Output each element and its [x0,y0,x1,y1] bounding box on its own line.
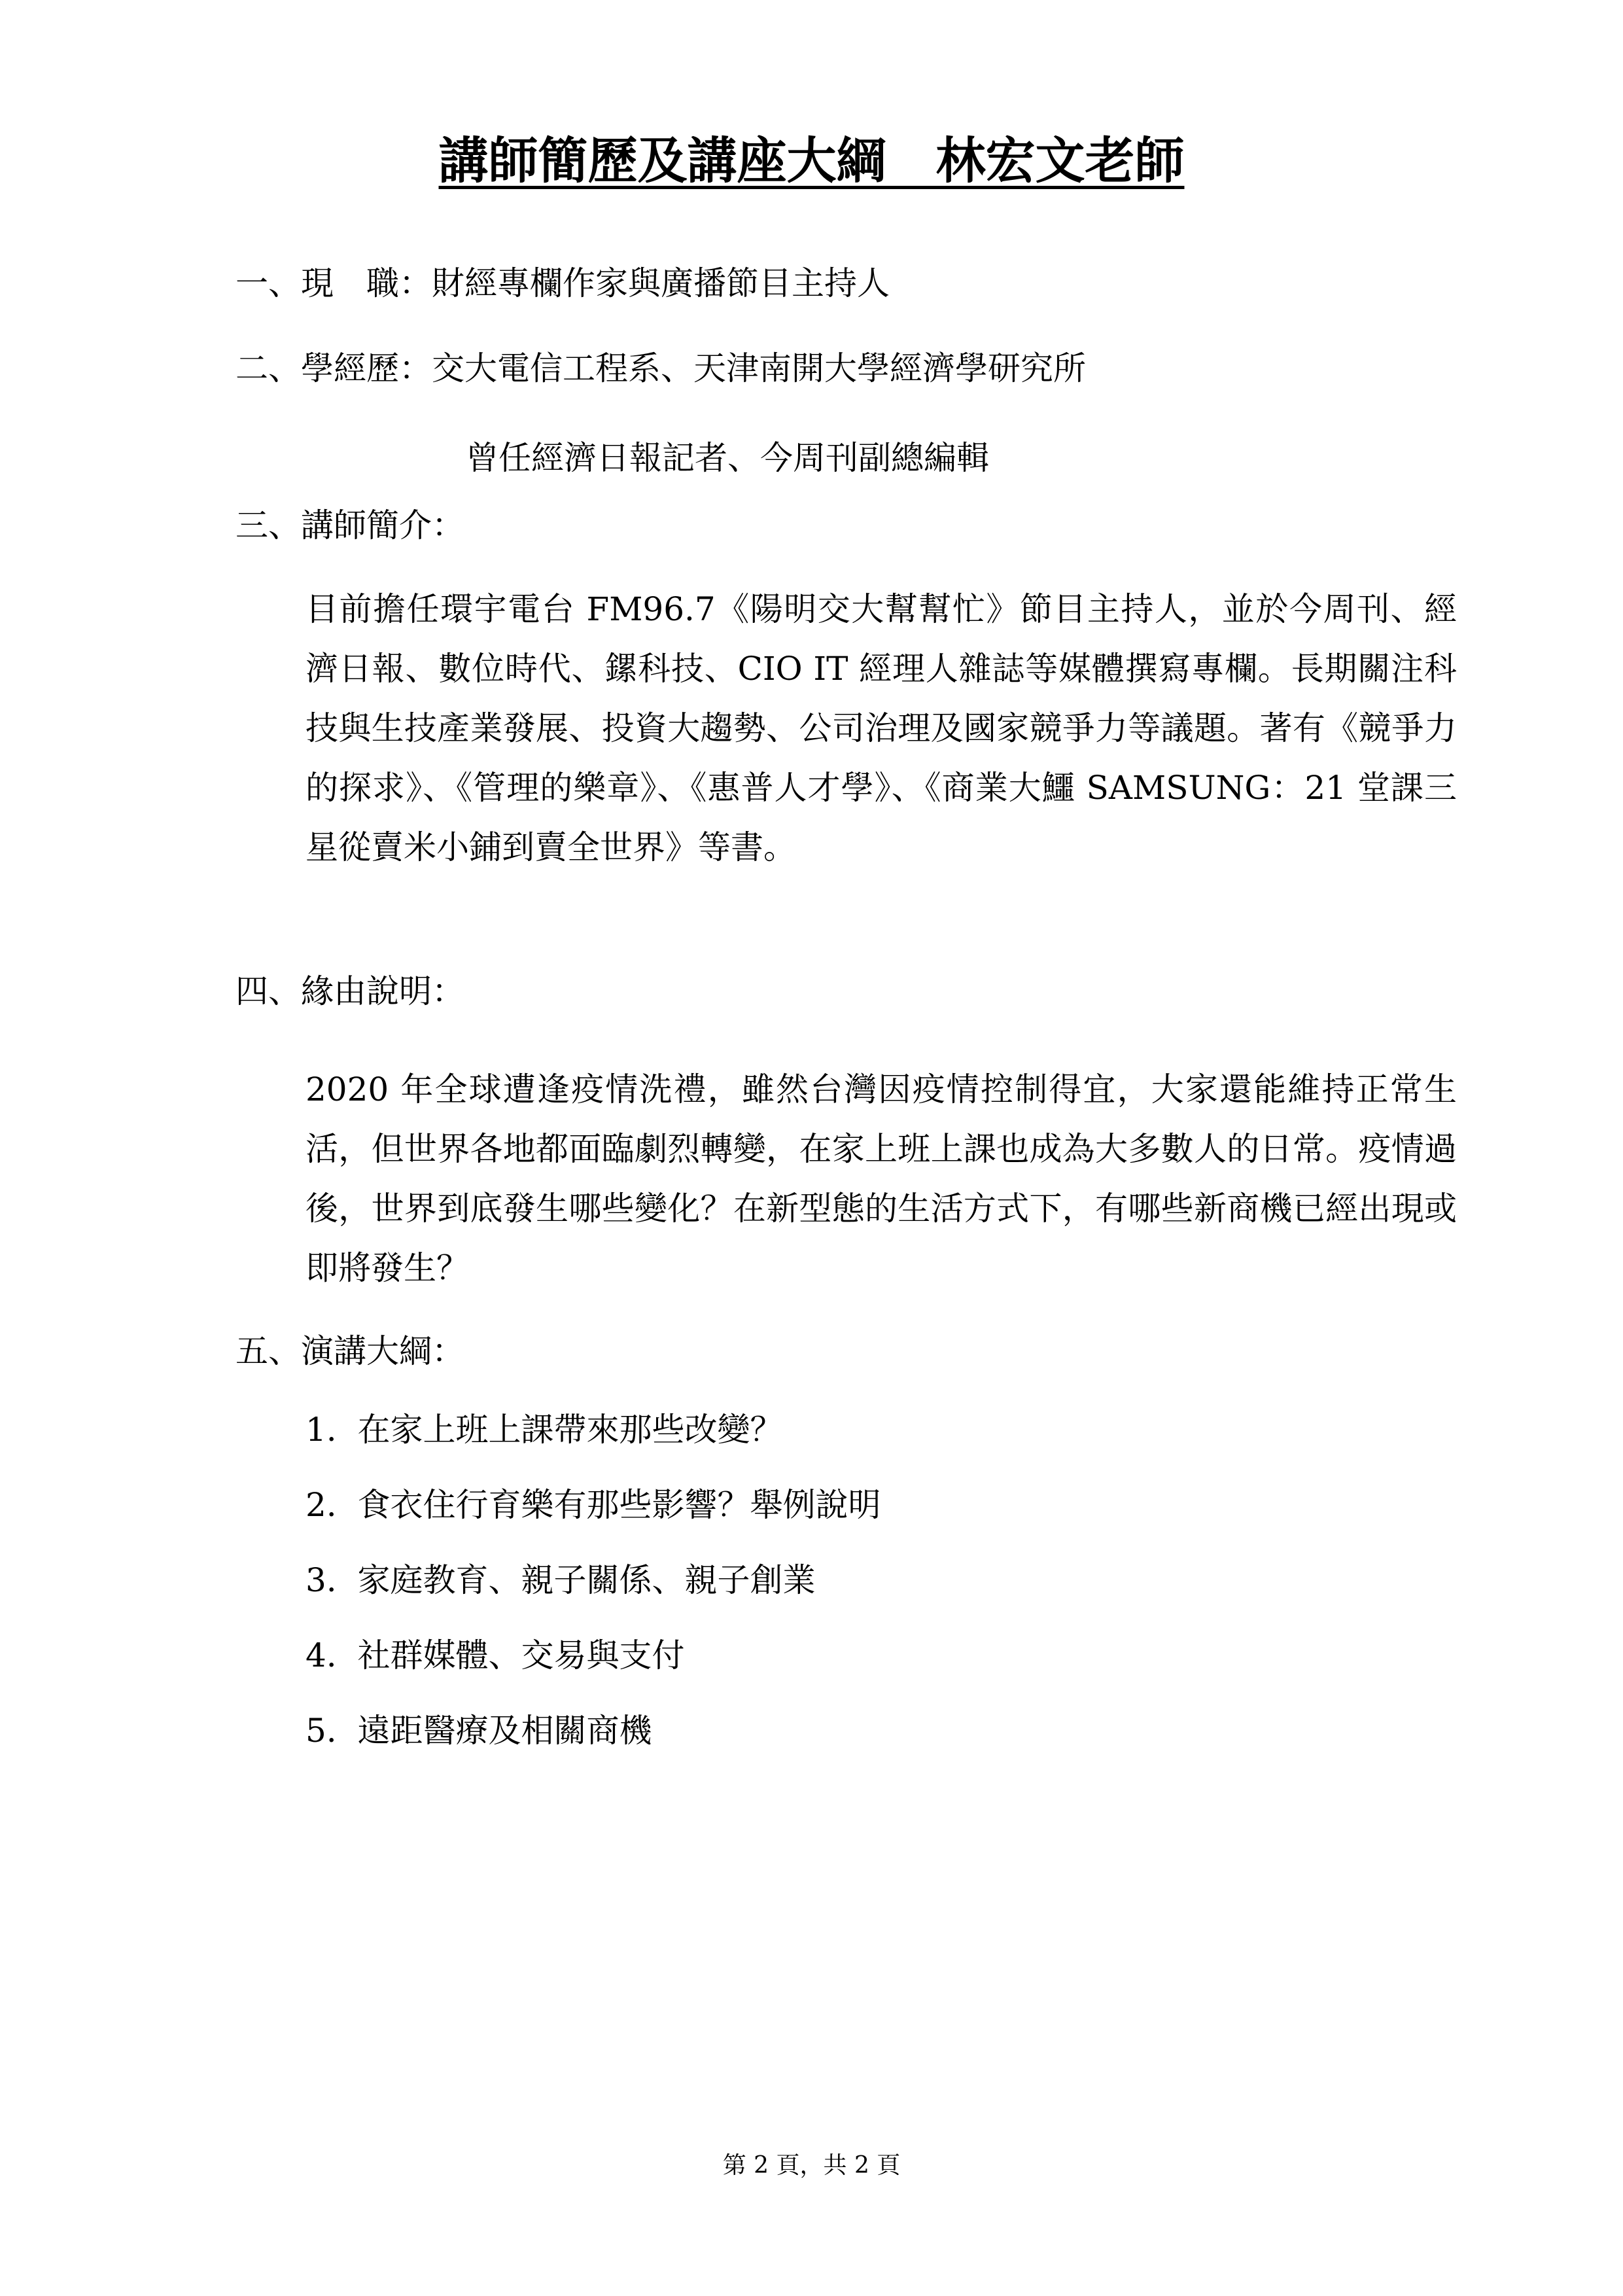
section-background [236,345,1086,391]
document-title: 講師簡歷及講座大綱 林宏文老師 [438,132,1185,190]
section-outline-label: 五、演講大綱： [236,1332,464,1370]
outline-item: 5. 遠距醫療及相關商機 [305,1712,652,1750]
section-current-position [236,260,890,306]
section-intro-label: 三、講師簡介： [236,506,464,544]
outline-item: 3. 家庭教育、親子關係、親子創業 [305,1561,816,1599]
section-reason-text: 2020 年全球遭逢疫情洗禮，雖然台灣因疫情控制得宜，大家還能維持正常生活，但世界各地都面臨劇烈轉變，在家上班上課也成為大多數人的日常。疫情過後，世界到底發生哪些變化？在新型態的生活方式下，有哪些新商機已經出現或即將發生？ [305,1070,1457,1287]
section-reason-label: 四、緣由說明： [236,972,464,1010]
section-label: 二、學經歷： [236,349,432,387]
outline-item: 2. 食衣住行育樂有那些影響？舉例說明 [305,1486,881,1524]
page-footer: 第 2 頁，共 2 頁 [722,2152,901,2179]
section-background-continuation: 曾任經濟日報記者、今周刊副總編輯 [466,439,989,477]
section-value: 財經專欄作家與廣播節目主持人 [432,264,890,302]
section-label: 一、現 職： [236,264,432,302]
outline-item: 4. 社群媒體、交易與支付 [305,1636,685,1674]
section-value: 交大電信工程系、天津南開大學經濟學研究所 [432,349,1086,387]
outline-item: 1. 在家上班上課帶來那些改變？ [305,1411,783,1449]
section-intro-text: 目前擔任環宇電台 FM96.7《陽明交大幫幫忙》節目主持人，並於今周刊、經濟日報、數位時代、鏍科技、CIO IT 經理人雜誌等媒體撰寫專欄。長期關注科技與生技產業發展、投資大趨勢、公司治理及國家競爭力等議題。著有《競爭力的探求》、《管理的樂章》、《惠普人才學》、《商業大鱷 SAMSUNG：21 堂課三星從賣米小鋪到賣全世界》等書。 [305,590,1457,866]
